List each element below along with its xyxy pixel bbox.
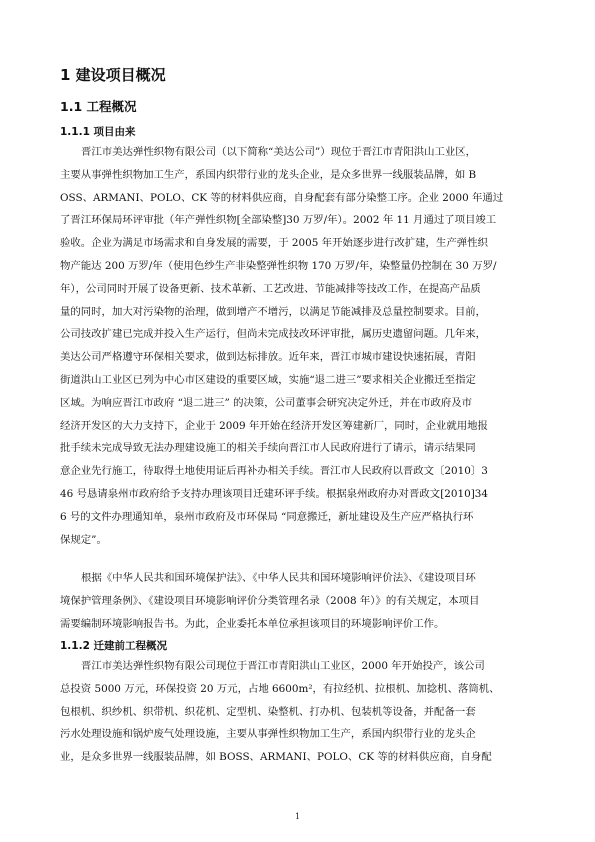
paragraph-origin-1 (60, 141, 540, 551)
text-line: 总投资 5000 万元，环保投资 20 万元，占地 6600m²，有拉经机、拉根机、加捻机、落筒机、 (60, 682, 500, 695)
text-line: 经济开发区的大力支持下，企业于 2009 年开始在经济开发区筹建新厂，同时，企业就用地报 (60, 419, 488, 432)
chapter-heading: 1 建设项目概况 (60, 66, 166, 84)
text-line: 根据《中华人民共和国环境保护法》、《中华人民共和国环境影响评价法》、《建设项目环 (81, 572, 476, 584)
text-line: 业，是众多世界一线服装品牌，如 BOSS、ARMANI、POLO、CK 等的材料供应商，自身配 (60, 751, 492, 764)
text-line: 6 号的文件办理通知单，泉州市政府及市环保局 “同意搬迁，新址建设及生产应严格执行环 (60, 510, 474, 523)
text-line: 量的同时，加大对污染物的治理，做到增产不增污，以满足节能减排及总量控制要求。目前， (60, 305, 487, 318)
text-line: 意企业先行施工，待取得土地使用证后再补办相关手续。晋江市人民政府以晋政文〔2010〕3 (60, 465, 488, 478)
page-number: 1 (294, 812, 301, 821)
text-line: 保规定”。 (60, 533, 107, 546)
text-line: 主要从事弹性织物加工生产，系国内织带行业的龙头企业，是众多世界一线服装品牌，如 B (60, 168, 477, 181)
text-line: 物产能达 200 万罗/年（使用色纱生产非染整弹性织物 170 万罗/年，染整量仍控制在 30 万罗/ (60, 259, 497, 272)
text-line: 验收。企业为满足市场需求和自身发展的需要，于 2005 年开始逐步进行改扩建，生产弹性织 (60, 237, 488, 250)
text-line: 了晋江环保局环评审批（年产弹性织物[全部染整]30 万罗/年）。2002 年 11 月通过了项目竣工 (60, 214, 497, 227)
subsection-heading-origin: 1.1.1 项目由来 (60, 126, 136, 138)
text-line: 区域。为响应晋江市政府 “退二进三” 的决策，公司董事会研究决定外迁，并在市政府及市 (60, 396, 473, 409)
text-line: 晋江市美达弹性织物有限公司现位于晋江市青阳洪山工业区，2000 年开始投产，该公司 (81, 660, 485, 672)
text-line: OSS、ARMANI、POLO、CK 等的材料供应商，自身配套有部分染整工序。企业 2000 年通过 (60, 191, 504, 204)
text-line: 包根机、织纱机、织带机、织花机、定型机、染整机、打办机、包装机等设备，并配备一套 (60, 705, 476, 718)
paragraph-before-relocation (60, 655, 540, 769)
text-line: 美达公司严格遵守环保相关要求，做到达标排放。近年来，晋江市城市建设快速拓展，青阳 (60, 351, 476, 364)
subsection-heading-before-relocation: 1.1.2 迁建前工程概况 (60, 640, 168, 652)
text-line: 批手续未完成导致无法办理建设施工的相关手续向晋江市人民政府进行了请示，请示结果同 (60, 442, 476, 455)
section-heading: 1.1 工程概况 (60, 99, 137, 114)
text-line: 街道洪山工业区已列为中心市区建设的重要区域，实施“退二进三”要求相关企业搬迁至指定 (60, 373, 476, 386)
text-line: 境保护管理条例》、《建设项目环境影响评价分类管理名录（2008 年）》的有关规定，本项目 (60, 594, 480, 607)
paragraph-origin-2 (60, 567, 540, 635)
text-line: 46 号恳请泉州市政府给予支持办理该项目迁建环评手续。根据泉州政府办对晋政文[2010]34 (60, 487, 488, 500)
text-line: 污水处理设施和锅炉废气处理设施，主要从事弹性织物加工生产，系国内织带行业的龙头企 (60, 728, 476, 741)
text-line: 公司技改扩建已完成并投入生产运行，但尚未完成技改环评审批，属历史遗留问题。几年来， (60, 328, 487, 341)
text-line: 需要编制环境影响报告书。为此，企业委托本单位承担该项目的环境影响评价工作。 (60, 617, 445, 630)
text-line: 年），公司同时开展了设备更新、技术革新、工艺改进、节能减排等技改工作，在提高产品质 (60, 282, 481, 295)
text-line: 晋江市美达弹性织物有限公司（以下简称“美达公司”）现位于晋江市青阳洪山工业区， (81, 146, 477, 158)
